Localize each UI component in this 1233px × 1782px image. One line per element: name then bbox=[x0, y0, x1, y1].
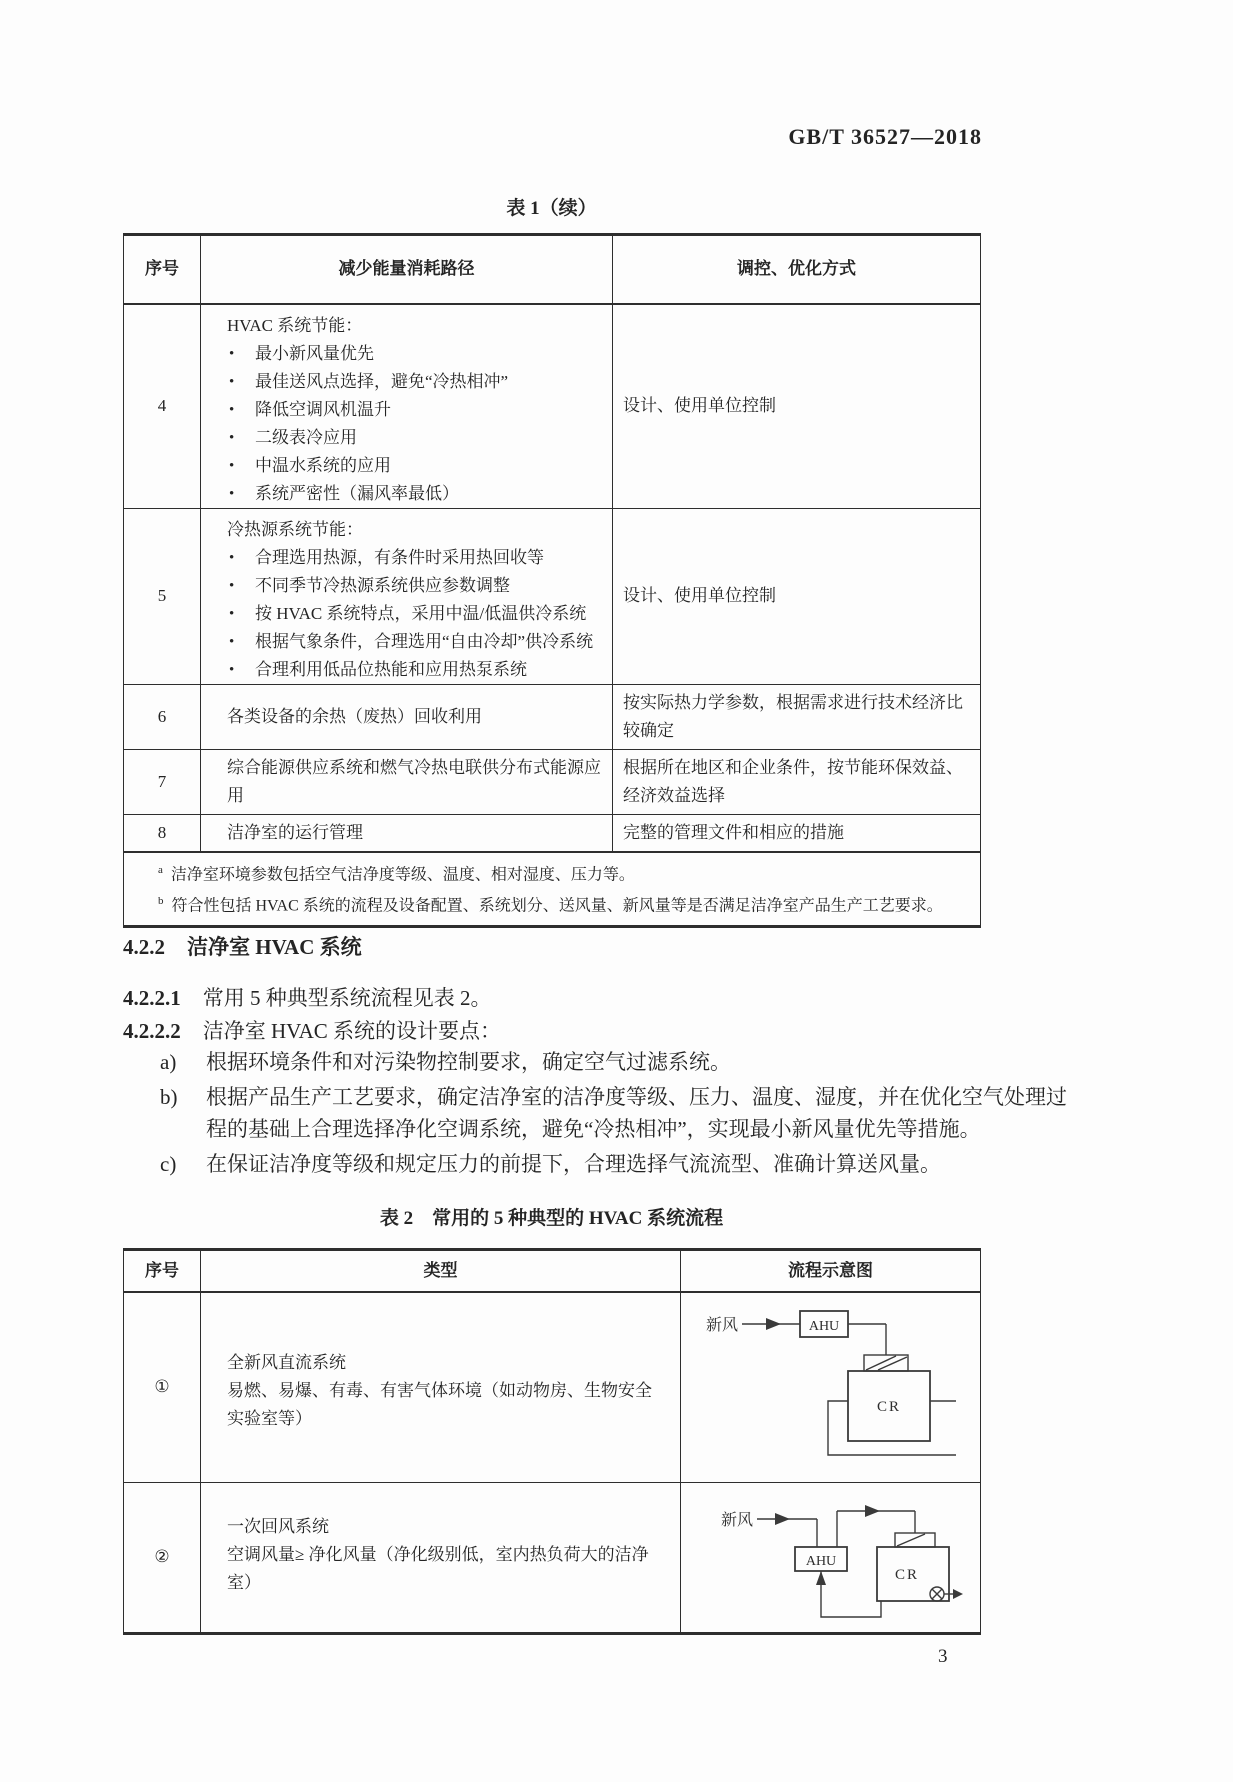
bullet-item: • 合理利用低品位热能和应用热泵系统 bbox=[201, 656, 604, 684]
row-no: ① bbox=[124, 1292, 201, 1483]
clause-text: 常用 5 种典型系统流程见表 2。 bbox=[202, 986, 492, 1010]
bullet-item: • 系统严密性（漏风率最低） bbox=[201, 480, 604, 508]
control-method-cell: 完整的管理文件和相应的措施 bbox=[613, 814, 981, 852]
bullet-item: • 最佳送风点选择，避免“冷热相冲” bbox=[201, 368, 604, 396]
type-title: 全新风直流系统 bbox=[227, 1352, 346, 1372]
table1-title: 表 1（续） bbox=[506, 198, 597, 219]
fresh-air-label: 新风 bbox=[720, 1511, 753, 1529]
standard-number: GB/T 36527—2018 bbox=[788, 124, 982, 149]
energy-path-cell bbox=[201, 684, 613, 749]
col-header-diagram: 流程示意图 bbox=[681, 1250, 981, 1292]
bullet-item: • 按 HVAC 系统特点，采用中温/低温供冷系统 bbox=[201, 600, 604, 628]
path-title: 洁净室的运行管理 bbox=[227, 822, 363, 842]
cleanroom-label: CR bbox=[876, 1398, 901, 1415]
footnote-text: 符合性包括 HVAC 系统的流程及设备配置、系统划分、送风量、新风量等是否满足洁净室产品生产工艺要求。 bbox=[171, 897, 943, 915]
section-title: 洁净室 HVAC 系统 bbox=[187, 935, 362, 959]
table2 bbox=[123, 1248, 981, 1635]
row-no: 6 bbox=[124, 684, 201, 749]
type-desc: 易燃、易爆、有毒、有害气体环境（如动物房、生物安全实验室等） bbox=[227, 1380, 652, 1428]
row-no: 5 bbox=[124, 508, 201, 684]
bullet-item: • 降低空调风机温升 bbox=[201, 396, 604, 424]
list-item-c bbox=[160, 1148, 1080, 1180]
section-number: 4.2.2 bbox=[123, 935, 165, 959]
list-text: 根据产品生产工艺要求，确定洁净室的洁净度等级、压力、温度、湿度，并在优化空气处理过程的基础上合理选择净化空调系统，避免“冷热相冲”，实现最小新风量优先等措施。 bbox=[206, 1085, 1067, 1141]
table-row bbox=[124, 1292, 981, 1483]
row-no: 8 bbox=[124, 814, 201, 852]
energy-path-cell bbox=[201, 814, 613, 852]
ahu-label: AHU bbox=[808, 1318, 839, 1334]
table-row bbox=[124, 508, 981, 684]
control-method-cell: 按实际热力学参数，根据需求进行技术经济比较确定 bbox=[613, 684, 981, 749]
airflow-arrow bbox=[775, 1513, 790, 1525]
system-type-cell bbox=[201, 1482, 681, 1633]
list-text: 根据环境条件和对污染物控制要求，确定空气过滤系统。 bbox=[206, 1050, 731, 1074]
bullet-item: • 不同季节冷热源系统供应参数调整 bbox=[201, 572, 604, 600]
control-method-cell: 根据所在地区和企业条件，按节能环保效益、经济效益选择 bbox=[613, 749, 981, 814]
row-no: 7 bbox=[124, 749, 201, 814]
cleanroom-label: CR bbox=[894, 1566, 919, 1583]
energy-path-cell bbox=[201, 304, 613, 509]
table2-title: 表 2 常用的 5 种典型的 HVAC 系统流程 bbox=[379, 1208, 724, 1229]
list-marker: b) bbox=[160, 1085, 178, 1109]
table1-header-row bbox=[124, 235, 981, 304]
table1-footnote-row bbox=[124, 852, 981, 927]
col-header-no: 序号 bbox=[124, 1250, 201, 1292]
page-number: 3 bbox=[938, 1646, 948, 1667]
bullet-item: • 根据气象条件，合理选用“自由冷却”供冷系统 bbox=[201, 628, 604, 656]
col-header-method: 调控、优化方式 bbox=[613, 235, 981, 304]
list-item-a bbox=[160, 1046, 1080, 1078]
list-text: 在保证洁净度等级和规定压力的前提下，合理选择气流流型、准确计算送风量。 bbox=[206, 1152, 941, 1176]
airflow-arrow bbox=[953, 1589, 963, 1599]
path-title: HVAC 系统节能： bbox=[227, 315, 363, 335]
return-air-arrow bbox=[816, 1571, 826, 1585]
bullet-item: • 最小新风量优先 bbox=[201, 340, 604, 368]
bullet-item: • 二级表冷应用 bbox=[201, 424, 604, 452]
flow-diagram-cell bbox=[681, 1482, 981, 1633]
path-title: 冷热源系统节能： bbox=[227, 519, 363, 539]
design-points-list bbox=[160, 1046, 1080, 1183]
energy-path-cell bbox=[201, 508, 613, 684]
energy-path-cell bbox=[201, 749, 613, 814]
clause-4-2-2-1 bbox=[123, 982, 492, 1012]
table-row bbox=[124, 814, 981, 852]
airflow-arrow bbox=[766, 1318, 781, 1330]
table1-footnote-b bbox=[158, 888, 968, 919]
row-no: ② bbox=[124, 1482, 201, 1633]
airflow-arrow bbox=[865, 1505, 880, 1517]
control-method-cell: 设计、使用单位控制 bbox=[613, 304, 981, 509]
clause-number: 4.2.2.2 bbox=[123, 1019, 181, 1043]
hvac-flow-diagram-2 bbox=[697, 1497, 965, 1623]
table2-header-row bbox=[124, 1250, 981, 1292]
list-marker: a) bbox=[160, 1050, 177, 1074]
list-marker: c) bbox=[160, 1152, 177, 1176]
type-title: 一次回风系统 bbox=[227, 1516, 329, 1536]
col-header-path: 减少能量消耗路径 bbox=[201, 235, 613, 304]
footnote-marker: a bbox=[158, 863, 163, 876]
col-header-type: 类型 bbox=[201, 1250, 681, 1292]
bullet-item: • 中温水系统的应用 bbox=[201, 452, 604, 480]
col-header-no: 序号 bbox=[124, 235, 201, 304]
clause-number: 4.2.2.1 bbox=[123, 986, 181, 1010]
table-row bbox=[124, 684, 981, 749]
system-type-cell bbox=[201, 1292, 681, 1483]
row-no: 4 bbox=[124, 304, 201, 509]
footnote-text: 洁净室环境参数包括空气洁净度等级、温度、相对湿度、压力等。 bbox=[170, 865, 635, 883]
footnote-marker: b bbox=[158, 894, 164, 907]
type-desc: 空调风量≥ 净化风量（净化级别低，室内热负荷大的洁净室） bbox=[227, 1544, 649, 1592]
table-row bbox=[124, 749, 981, 814]
hvac-flow-diagram-1 bbox=[698, 1303, 964, 1473]
bullet-item: • 合理选用热源，有条件时采用热回收等 bbox=[201, 544, 604, 572]
flow-diagram-cell bbox=[681, 1292, 981, 1483]
section-heading-4-2-2 bbox=[123, 931, 362, 961]
table-row bbox=[124, 1482, 981, 1633]
control-method-cell: 设计、使用单位控制 bbox=[613, 508, 981, 684]
clause-4-2-2-2 bbox=[123, 1015, 501, 1045]
clause-text: 洁净室 HVAC 系统的设计要点： bbox=[202, 1019, 502, 1043]
path-title: 各类设备的余热（废热）回收利用 bbox=[227, 706, 482, 726]
ahu-label: AHU bbox=[805, 1553, 836, 1569]
fresh-air-label: 新风 bbox=[705, 1316, 738, 1334]
table1 bbox=[123, 233, 981, 928]
path-title: 综合能源供应系统和燃气冷热电联供分布式能源应用 bbox=[227, 757, 601, 805]
list-item-b bbox=[160, 1081, 1080, 1145]
table1-footnote-a bbox=[158, 857, 968, 888]
table-row bbox=[124, 304, 981, 509]
